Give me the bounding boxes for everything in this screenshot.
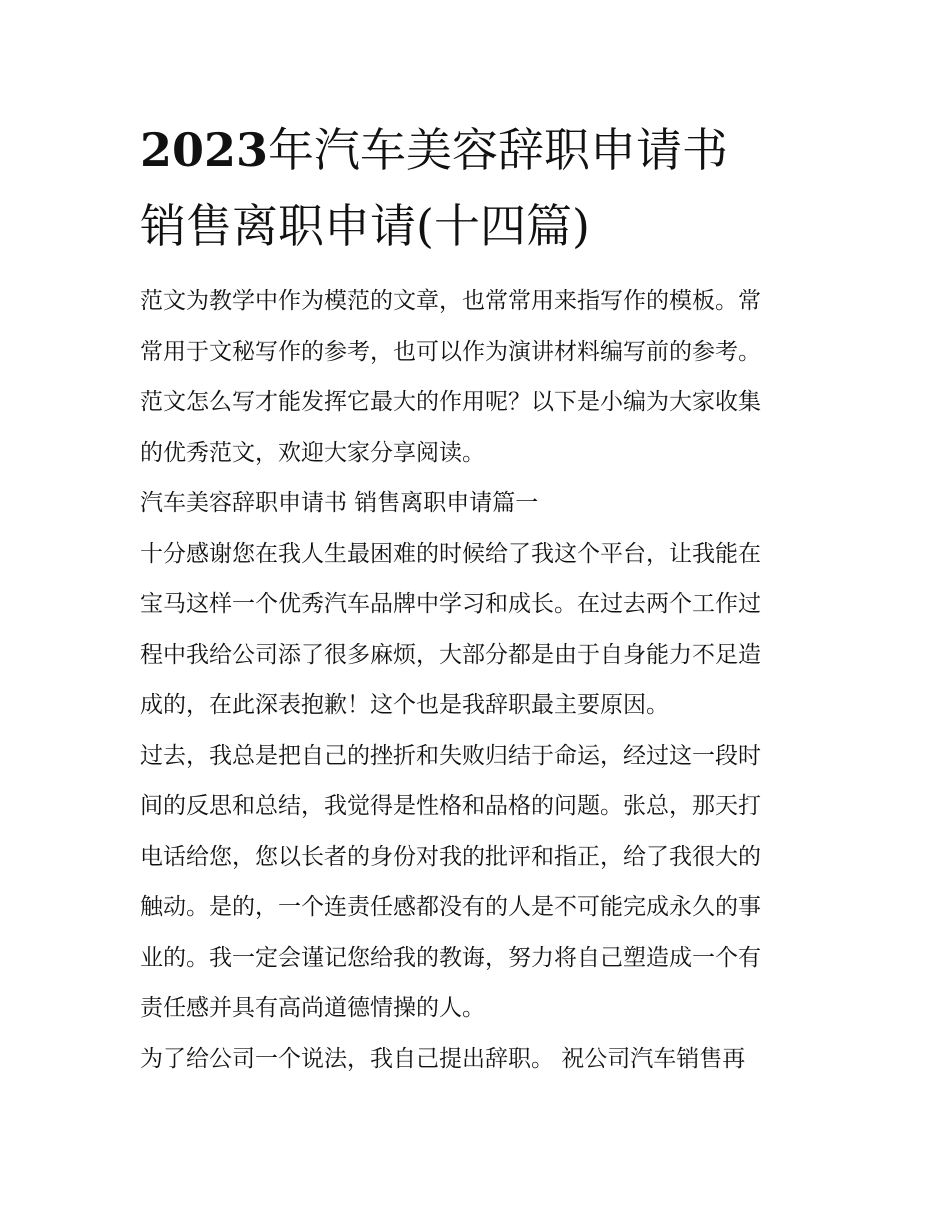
title-line-2: 销售离职申请(十四篇) [140, 199, 590, 253]
text-line: 范文怎么写才能发挥它最大的作用呢？以下是小编为大家收集 [140, 389, 761, 415]
text-line: 过去，我总是把自己的挫折和失败归结于命运，经过这一段时 [140, 742, 761, 769]
section-heading: 汽车美容辞职申请书 销售离职申请篇一 [140, 490, 539, 516]
title-line-1 [140, 112, 840, 188]
document-title [140, 112, 840, 264]
text-line: 程中我给公司添了很多麻烦，大部分都是由于自身能力不足造 [140, 641, 761, 668]
paragraph-2 [140, 731, 820, 1034]
text-line: 电话给您，您以长者的身份对我的批评和指正，给了我很大的 [140, 843, 761, 870]
text-line: 常用于文秘写作的参考，也可以作为演讲材料编写前的参考。 [140, 338, 761, 365]
text-line: 间的反思和总结，我觉得是性格和品格的问题。张总，那天打 [140, 793, 761, 819]
paragraph-3 [140, 1034, 820, 1085]
paragraph-1 [140, 529, 820, 731]
text-line: 为了给公司一个说法，我自己提出辞职。 祝公司汽车销售再 [140, 1045, 746, 1072]
text-line: 成的，在此深表抱歉！这个也是我辞职最主要原因。 [140, 692, 669, 718]
intro-paragraph [140, 276, 820, 478]
text-line: 的优秀范文，欢迎大家分享阅读。 [140, 439, 485, 466]
text-line: 触动。是的，一个连责任感都没有的人是不可能完成永久的事 [140, 894, 761, 920]
title-year: 2023 [140, 123, 269, 177]
document-body [140, 276, 820, 1084]
text-line: 宝马这样一个优秀汽车品牌中学习和成长。在过去两个工作过 [140, 591, 761, 617]
text-line: 范文为教学中作为模范的文章，也常常用来指写作的模板。常 [140, 288, 761, 314]
text-line: 责任感并具有高尚道德情操的人。 [140, 995, 485, 1021]
text-line: 十分感谢您在我人生最困难的时候给了我这个平台，让我能在 [140, 540, 761, 567]
text-line: 业的。我一定会谨记您给我的教诲，努力将自己塑造成一个有 [140, 944, 761, 971]
title-line-1-text: 年汽车美容辞职申请书 [268, 123, 729, 177]
